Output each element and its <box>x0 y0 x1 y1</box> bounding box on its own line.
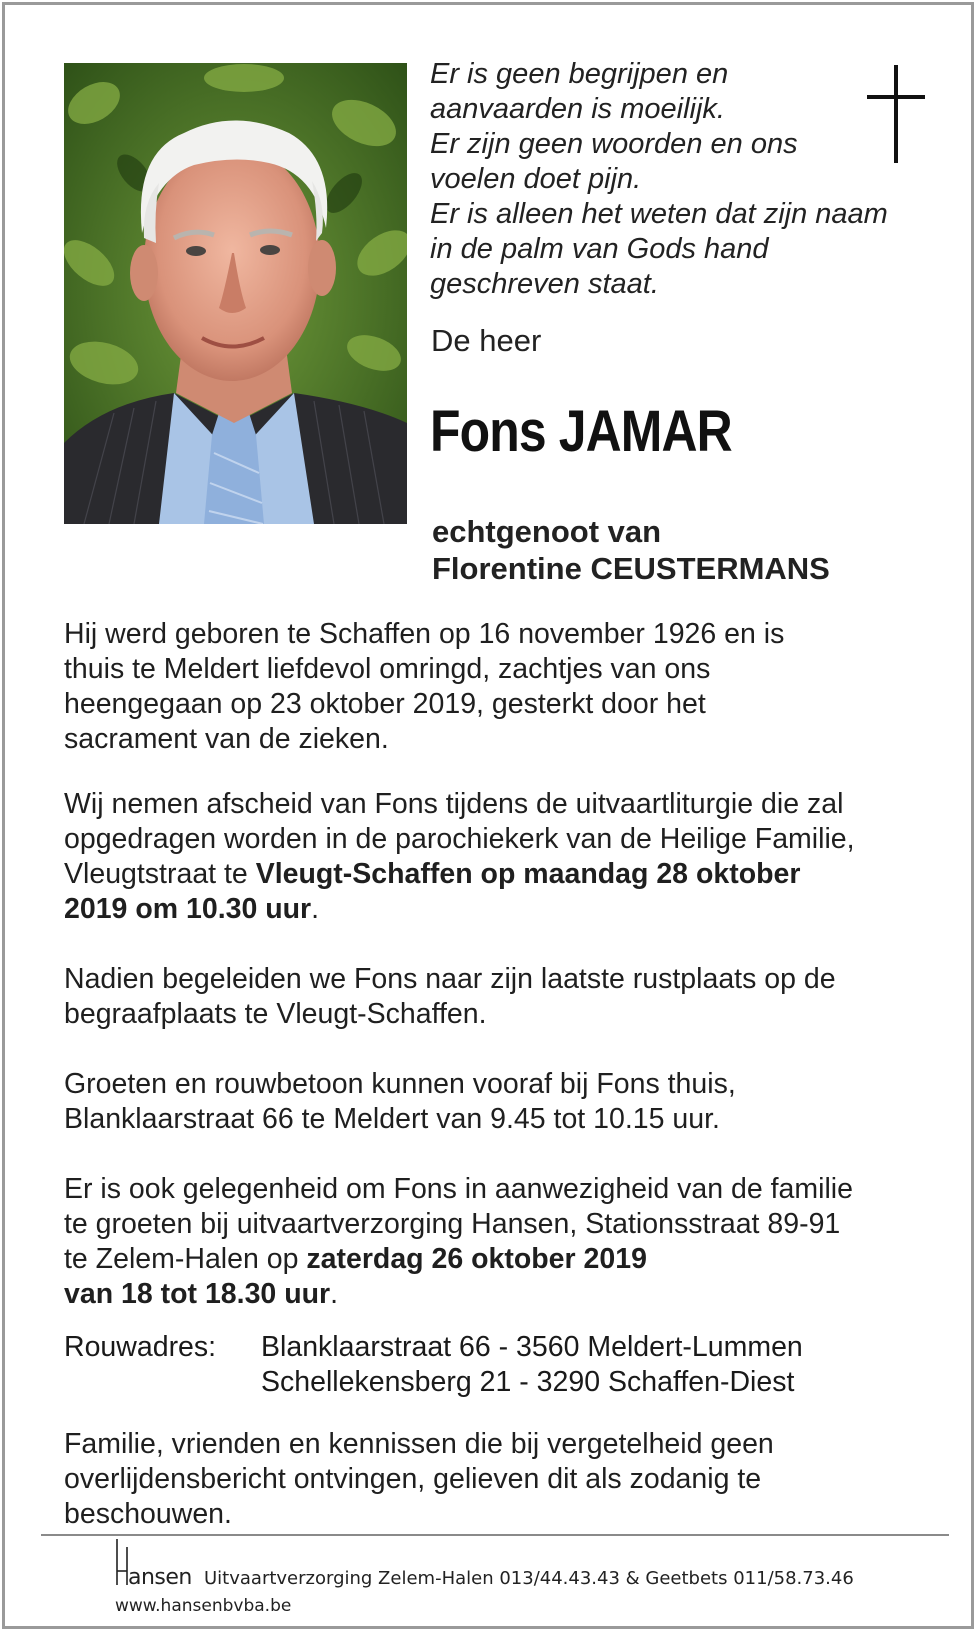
paragraph-line: Er is ook gelegenheid om Fons in aanwezigheid van de familie <box>64 1173 853 1205</box>
visitation-time-text: van 18 tot 18.30 uur <box>64 1278 331 1310</box>
paragraph-line: Wij nemen afscheid van Fons tijdens de uitvaartliturgie die zal <box>64 788 844 820</box>
closing-paragraph <box>64 1427 944 1532</box>
paragraph-line: Blanklaarstraat 66 te Meldert van 9.45 tot 10.15 uur. <box>64 1103 720 1135</box>
visitation-paragraph <box>64 1172 944 1312</box>
spouse-line: echtgenoot van <box>432 514 662 549</box>
paragraph-line <box>64 857 944 892</box>
paragraph-line: beschouwen. <box>64 1498 232 1530</box>
logo-text: ansen <box>128 1565 192 1590</box>
paragraph-line: Groeten en rouwbetoon kunnen vooraf bij Fons thuis, <box>64 1068 736 1100</box>
funeral-date-text: Vleugt-Schaffen op maandag 28 oktober <box>255 858 801 890</box>
funeral-paragraph <box>64 787 944 927</box>
paragraph-line: Familie, vrienden en kennissen die bij vergetelheid geen <box>64 1428 774 1460</box>
visitation-date-text: zaterdag 26 oktober 2019 <box>306 1243 647 1275</box>
paragraph-line: begraafplaats te Vleugt-Schaffen. <box>64 998 487 1030</box>
paragraph-line: Hij werd geboren te Schaffen op 16 november 1926 en is <box>64 618 785 650</box>
paragraph-line: overlijdensbericht ontvingen, gelieven dit als zodanig te <box>64 1463 762 1495</box>
paragraph-line <box>64 892 944 927</box>
paragraph-text: Vleugtstraat te <box>64 858 256 890</box>
paragraph-line: thuis te Meldert liefdevol omringd, zachtjes van ons <box>64 653 711 685</box>
portrait-photo <box>64 63 407 524</box>
paragraph-line: opgedragen worden in de parochiekerk van de Heilige Familie, <box>64 823 855 855</box>
paragraph-line: Nadien begeleiden we Fons naar zijn laatste rustplaats op de <box>64 963 836 995</box>
footer-contact: Uitvaartverzorging Zelem-Halen 013/44.43.43 & Geetbets 011/58.73.46 <box>204 1568 854 1589</box>
poem-line: Er is alleen het weten dat zijn naam <box>430 198 888 230</box>
obituary-card <box>2 2 974 1629</box>
paragraph-line: heengegaan op 23 oktober 2019, gesterkt door het <box>64 688 706 720</box>
burial-paragraph <box>64 962 944 1032</box>
poem <box>430 57 930 302</box>
poem-line: voelen doet pijn. <box>430 163 642 195</box>
paragraph-text: . <box>330 1278 339 1310</box>
paragraph-line <box>64 1242 944 1277</box>
spouse-name: Florentine CEUSTERMANS <box>432 551 830 586</box>
address-line: Blanklaarstraat 66 - 3560 Meldert-Lummen <box>261 1331 803 1363</box>
poem-line: in de palm van Gods hand <box>430 233 769 265</box>
paragraph-text: te Zelem-Halen op <box>64 1243 307 1275</box>
paragraph-text: . <box>311 893 320 925</box>
footer-website[interactable]: www.hansenbvba.be <box>115 1596 292 1616</box>
address-label: Rouwadres: <box>64 1331 217 1363</box>
poem-line: Er zijn geen woorden en ons <box>430 128 798 160</box>
cross-icon <box>867 65 927 165</box>
portrait-illustration <box>64 63 407 524</box>
footer-divider <box>41 1534 949 1536</box>
birth-death-paragraph <box>64 617 944 757</box>
funeral-time-text: 2019 om 10.30 uur <box>64 893 312 925</box>
poem-line: Er is geen begrijpen en <box>430 58 729 90</box>
paragraph-line <box>64 1277 944 1312</box>
poem-line: geschreven staat. <box>430 268 659 300</box>
condolence-paragraph <box>64 1067 944 1137</box>
paragraph-line: sacrament van de zieken. <box>64 723 389 755</box>
paragraph-line: te groeten bij uitvaartverzorging Hansen, Stationsstraat 89-91 <box>64 1208 841 1240</box>
spouse-info <box>432 513 830 587</box>
address-line: Schellekensberg 21 - 3290 Schaffen-Diest <box>261 1366 795 1398</box>
poem-line: aanvaarden is moeilijk. <box>430 93 725 125</box>
title-prefix: De heer <box>431 323 542 358</box>
deceased-name: Fons JAMAR <box>430 399 732 464</box>
